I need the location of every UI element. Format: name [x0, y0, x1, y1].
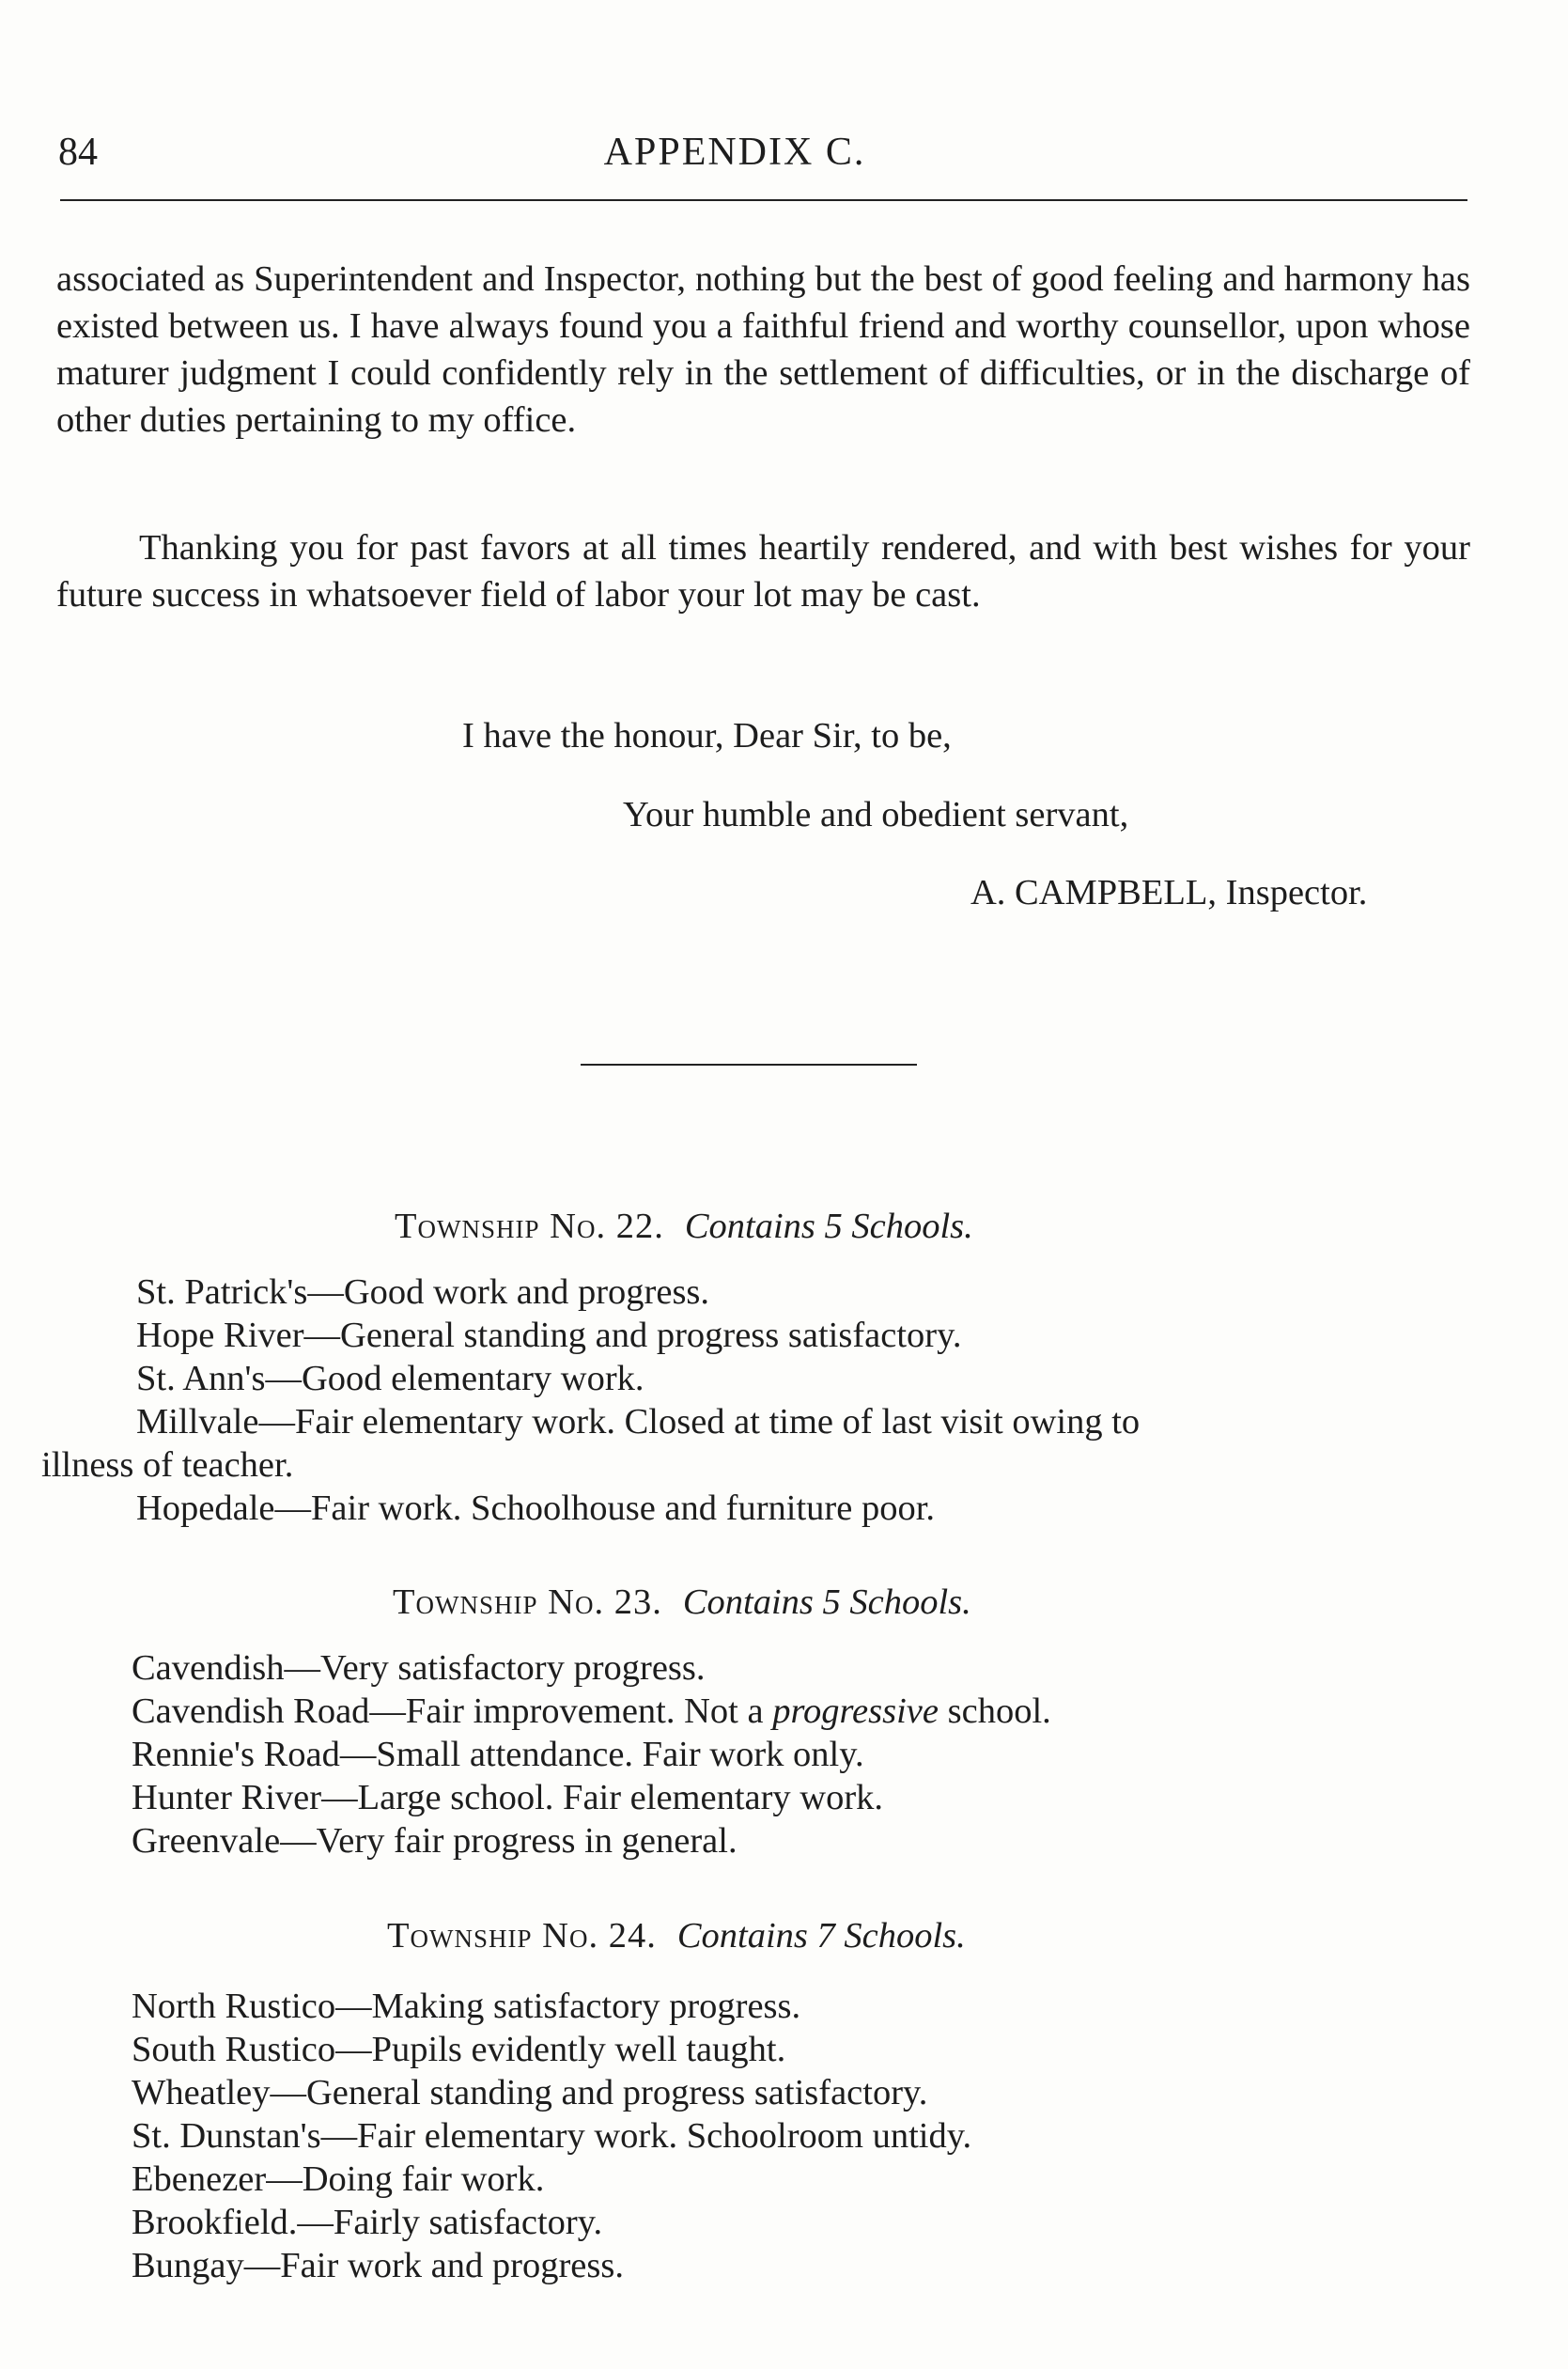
list-item: Bungay—Fair work and progress.: [132, 2246, 624, 2285]
township-contains: Contains 5 Schools.: [682, 1582, 971, 1622]
township-title: Township No. 23.: [393, 1582, 662, 1622]
township-contains: Contains 5 Schools.: [684, 1207, 973, 1246]
list-item: Greenvale—Very fair progress in general.: [132, 1821, 737, 1861]
township-contains: Contains 7 Schools.: [676, 1916, 966, 1956]
township-24-heading: [387, 1912, 966, 1959]
emphasis-text: progressive: [772, 1691, 939, 1731]
signature: A. CAMPBELL, Inspector.: [970, 873, 1368, 912]
page-number: 84: [58, 131, 98, 174]
list-item: Wheatley—General standing and progress satisfactory.: [132, 2073, 928, 2112]
township-title: Township No. 22.: [395, 1207, 664, 1246]
list-item: [132, 1690, 1051, 1733]
list-item: Hope River—General standing and progress satisfactory.: [136, 1316, 962, 1355]
list-item: South Rustico—Pupils evidently well taught.: [132, 2030, 786, 2069]
list-item: Hopedale—Fair work. Schoolhouse and furniture poor.: [136, 1488, 936, 1528]
list-item: Millvale—Fair elementary work. Closed at time of last visit owing to: [136, 1402, 1141, 1442]
list-item: North Rustico—Making satisfactory progress.: [132, 1987, 801, 2026]
letter-paragraph-2: Thanking you for past favors at all times heartily rendered, and with best wishes for your future success in whatsoever field of labor your lot may be cast.: [56, 528, 1470, 615]
list-item-text: school.: [939, 1691, 1051, 1731]
list-item-continuation: illness of teacher.: [41, 1445, 294, 1485]
section-divider: [581, 1064, 917, 1066]
township-23-heading: [393, 1579, 971, 1626]
list-item: Cavendish—Very satisfactory progress.: [132, 1648, 706, 1688]
list-item: Hunter River—Large school. Fair elementary work.: [132, 1778, 884, 1817]
page-title: APPENDIX C.: [603, 131, 866, 174]
list-item: St. Ann's—Good elementary work.: [136, 1359, 644, 1398]
page-header: [58, 130, 1467, 186]
township-title: Township No. 24.: [387, 1916, 657, 1956]
township-22-heading: [395, 1203, 973, 1250]
letter-paragraph-1: associated as Superintendent and Inspector, nothing but the best of good feeling and harmony has existed between us. I have always found you a faithful friend and worthy counsellor, upon whose maturer judgment I could confidently rely in the settlement of difficulties, or in the discharge of other duties pertaining to my office.: [56, 259, 1470, 440]
list-item: Ebenezer—Doing fair work.: [132, 2159, 545, 2199]
header-rule: [60, 199, 1467, 201]
closing-servant: Your humble and obedient servant,: [623, 795, 1129, 834]
list-item: St. Patrick's—Good work and progress.: [136, 1272, 710, 1312]
closing-honour: I have the honour, Dear Sir, to be,: [462, 716, 952, 756]
list-item-text: Cavendish Road—Fair improvement. Not a: [132, 1691, 773, 1731]
list-item: St. Dunstan's—Fair elementary work. Schoolroom untidy.: [132, 2116, 972, 2156]
list-item: Brookfield.—Fairly satisfactory.: [132, 2203, 603, 2242]
list-item: Rennie's Road—Small attendance. Fair work only.: [132, 1735, 864, 1774]
